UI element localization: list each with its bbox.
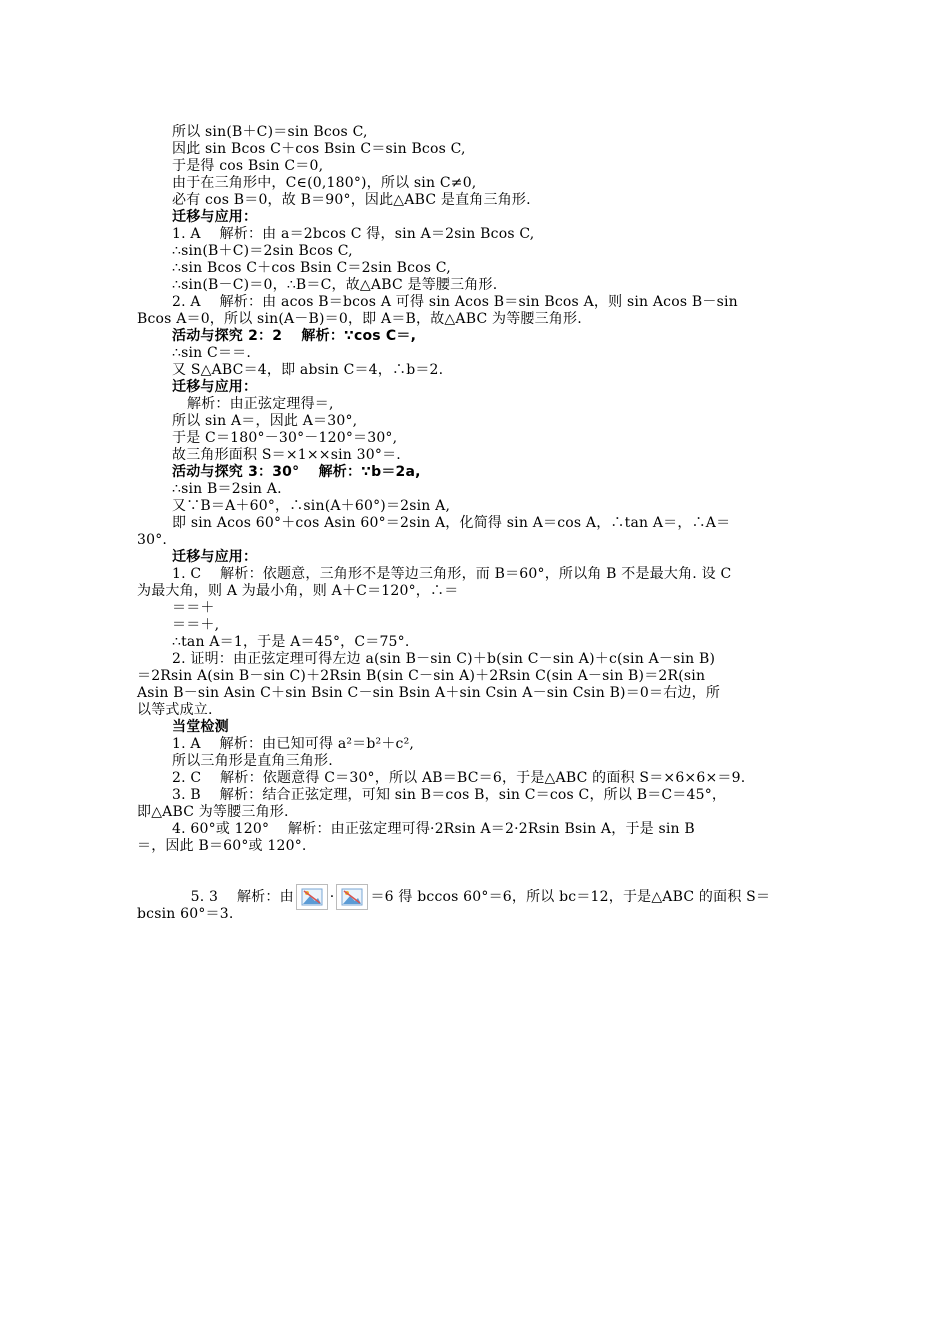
item-5-prefix: 5. 3 解析：由 <box>190 889 294 905</box>
text-line: bcsin 60°＝3. <box>137 906 234 922</box>
text-line: 2. C 解析：依题意得 C＝30°，所以 AB＝BC＝6，于是△ABC 的面积 S＝×6×6×＝9. <box>172 770 746 786</box>
text-line: ＝＝＋ <box>172 600 215 616</box>
text-line: 1. A 解析：由已知可得 a²＝b²＋c², <box>172 736 415 752</box>
text-line: 因此 sin Bcos C＋cos Bsin C＝sin Bcos C, <box>172 141 466 157</box>
text-line: Asin B－sin Asin C＋sin Bsin C－sin Bsin A＋sin Csin A－sin Csin B)＝0＝右边，所 <box>137 685 721 701</box>
section-heading: 当堂检测 <box>172 719 229 735</box>
text-line: 又∵B＝A＋60°，∴sin(A＋60°)＝2sin A, <box>172 498 451 514</box>
section-heading: 迁移与应用： <box>172 209 258 225</box>
text-line: ＝＝＋, <box>172 617 220 633</box>
text-line: 解析：由正弦定理得＝, <box>187 396 334 412</box>
item-5-line <box>172 858 770 936</box>
multiply-dot: · <box>329 889 335 905</box>
text-line: 2. 证明：由正弦定理可得左边 a(sin B－sin C)＋b(sin C－sin A)＋c(sin A－sin B) <box>172 651 716 667</box>
text-line: 1. A 解析：由 a＝2bcos C 得，sin A＝2sin Bcos C, <box>172 226 535 242</box>
text-line: Bcos A＝0，所以 sin(A－B)＝0，即 A＝B，故△ABC 为等腰三角形. <box>137 311 582 327</box>
text-line: ∴tan A＝1，于是 A＝45°，C＝75°. <box>172 634 410 650</box>
text-line: 所以三角形是直角三角形. <box>172 753 333 769</box>
text-line: 2. A 解析：由 acos B＝bcos A 可得 sin Acos B＝sin Bcos A，则 sin Acos B－sin <box>172 294 738 310</box>
text-line: ∴sin(B－C)＝0，∴B＝C，故△ABC 是等腰三角形. <box>172 277 498 293</box>
text-line: 以等式成立. <box>137 702 213 718</box>
text-line: ∴sin(B＋C)＝2sin Bcos C, <box>172 243 353 259</box>
text-line: 4. 60°或 120° 解析：由正弦定理可得·2Rsin A＝2·2Rsin Bsin A，于是 sin B <box>172 821 695 837</box>
section-heading: 活动与探究 3：30° 解析：∵b＝2a, <box>172 464 421 480</box>
section-heading: 迁移与应用： <box>172 549 258 565</box>
text-line: 必有 cos B＝0，故 B＝90°，因此△ABC 是直角三角形. <box>172 192 531 208</box>
text-line: 即 sin Acos 60°＋cos Asin 60°＝2sin A，化简得 sin A＝cos A，∴tan A＝，∴A＝ <box>172 515 731 531</box>
text-line: 于是 C＝180°－30°－120°＝30°, <box>172 430 398 446</box>
text-line: 1. C 解析：依题意，三角形不是等边三角形，而 B＝60°，所以角 B 不是最大角. 设 C <box>172 566 732 582</box>
text-line: ∴sin C＝＝. <box>172 345 251 361</box>
text-line: 于是得 cos Bsin C＝0, <box>172 158 324 174</box>
text-line: 为最大角，则 A 为最小角，则 A＋C＝120°，∴＝ <box>137 583 459 599</box>
section-heading: 活动与探究 2：2 解析：∵cos C＝, <box>172 328 417 344</box>
text-line: ＝，因此 B＝60°或 120°. <box>137 838 307 854</box>
text-line: 30°. <box>137 532 168 548</box>
text-line: 3. B 解析：结合正弦定理，可知 sin B＝cos B，sin C＝cos C，所以 B＝C＝45°， <box>172 787 727 803</box>
item-5-suffix: ＝6 得 bccos 60°＝6，所以 bc＝12，于是△ABC 的面积 S＝ <box>370 889 771 905</box>
text-line: ＝2Rsin A(sin B－sin C)＋2Rsin B(sin C－sin A)＋2Rsin C(sin A－sin B)＝2R(sin <box>137 668 706 684</box>
text-line: 即△ABC 为等腰三角形. <box>137 804 289 820</box>
text-line: 所以 sin A＝，因此 A＝30°, <box>172 413 358 429</box>
text-line: 由于在三角形中，C∈(0,180°)，所以 sin C≠0, <box>172 175 477 191</box>
text-line: 故三角形面积 S＝×1××sin 30°＝. <box>172 447 401 463</box>
text-line: 所以 sin(B＋C)＝sin Bcos C, <box>172 124 368 140</box>
text-line: ∴sin B＝2sin A. <box>172 481 282 497</box>
section-heading: 迁移与应用： <box>172 379 258 395</box>
text-line: ∴sin Bcos C＋cos Bsin C＝2sin Bcos C, <box>172 260 451 276</box>
text-line: 又 S△ABC＝4，即 absin C＝4，∴b＝2. <box>172 362 444 378</box>
